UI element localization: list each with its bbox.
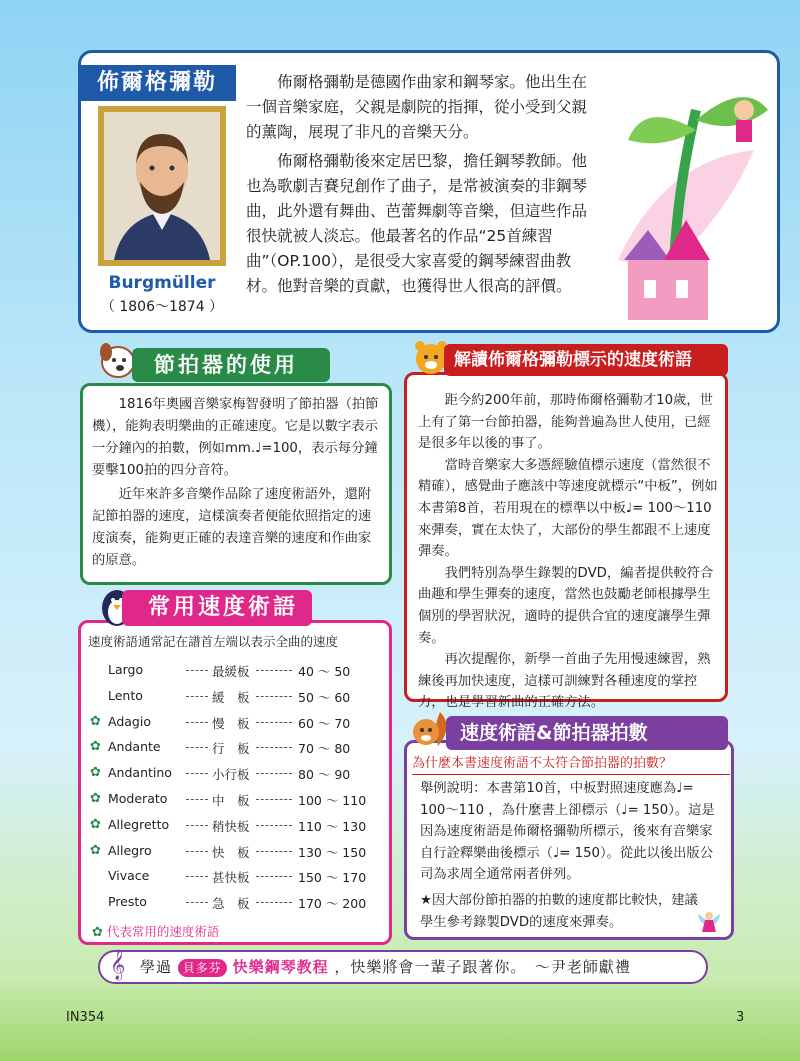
- leader-line: [186, 825, 208, 826]
- flower-icon: ✿: [90, 842, 101, 858]
- common-terms-note-text: 代表常用的速度術語: [106, 924, 220, 939]
- metronome-paragraph: 近年來許多音樂作品除了速度術語外，還附記節拍器的速度，這樣演奏者便能依照指定的速度演奏，能夠更正確的表達音樂的速度和作曲家的原意。: [92, 487, 372, 568]
- reading-text: [418, 390, 718, 714]
- leader-line: [256, 799, 292, 800]
- footer-pre: 學過: [140, 958, 173, 976]
- speed-metronome-title: 速度術語&節拍器拍數: [446, 716, 728, 750]
- portrait-illustration: [104, 112, 220, 260]
- leader-line: [186, 696, 208, 697]
- tempo-term-range: 110 ～ 130: [298, 818, 367, 834]
- footer-badge: 貝多芬: [178, 959, 227, 977]
- tempo-term-chinese: 慢 板: [212, 715, 250, 731]
- tempo-term-row: [92, 817, 388, 841]
- tempo-term-range: 170 ～ 200: [298, 896, 367, 912]
- leader-line: [186, 851, 208, 852]
- flower-icon: ✿: [92, 925, 103, 940]
- composer-portrait: [98, 106, 226, 266]
- tempo-term-row: [92, 791, 388, 815]
- tempo-term-row: [92, 894, 388, 918]
- reading-paragraph: 距今約200年前，那時佈爾格彌勒才10歲，世上有了第一台節拍器，能夠普遍為世人使用，已經是很多年以後的事了。: [418, 393, 713, 452]
- tempo-term-range: 70 ～ 80: [298, 741, 351, 757]
- common-terms-title: 常用速度術語: [122, 590, 312, 626]
- tempo-term: Andante: [108, 739, 161, 755]
- metronome-text: [92, 394, 382, 574]
- reading-title: 解讀佈爾格彌勒標示的速度術語: [444, 344, 728, 376]
- tempo-term-range: 60 ～ 70: [298, 715, 351, 731]
- tempo-term-range: 80 ～ 90: [298, 767, 351, 783]
- speed-metronome-note: ★因大部份節拍器的拍數的速度都比較快，建議學生參考錄製DVD的速度來彈奏。: [420, 893, 698, 930]
- tempo-term: Allegretto: [108, 816, 170, 832]
- speed-metronome-text: 舉例說明：本書第10首，中板對照速度應為♩= 100～110 ，為什麼書上卻標示（♩= 150）。這是因為速度術語是佈爾格彌勒所標示，後來有音樂家自行詮釋樂曲後標示（♩= 150）。從此以後出版公司為求周全通常兩者併列。: [420, 781, 715, 883]
- tempo-term-row: [92, 714, 388, 738]
- tempo-term-range: 100 ～ 110: [298, 793, 367, 808]
- tempo-term: Adagio: [108, 713, 151, 729]
- bio-paragraph: 佈爾格彌勒後來定居巴黎，擔任鋼琴教師。他也為歌劇吉賽兒創作了曲子，是常被演奏的非鋼琴曲，此外還有舞曲、芭蕾舞劇等音樂，但這些作品很快就被人淡忘。他最著名的作品“25首練習曲”（OP.100），是很受大家喜愛的鋼琴練習曲教材。他對音樂的貢獻，也獲得世人很高的評價。: [246, 152, 588, 295]
- tempo-term-row: [92, 739, 388, 763]
- leader-line: [256, 670, 292, 671]
- biography-text: [246, 70, 592, 303]
- fairy-icon: [694, 906, 724, 936]
- beanstalk-castle-illustration: [604, 70, 776, 320]
- tempo-term-row: [92, 688, 388, 712]
- composer-name: Burgmüller: [108, 273, 216, 293]
- leader-line: [186, 876, 208, 877]
- tempo-term-chinese: 小行板: [212, 767, 250, 783]
- page-number: 3: [736, 1010, 745, 1025]
- tempo-term-chinese: 快 板: [212, 844, 250, 860]
- treble-clef-icon: 𝄞: [110, 950, 127, 980]
- tempo-term: Largo: [108, 662, 144, 677]
- leader-line: [256, 773, 292, 774]
- tempo-term-range: 130 ～ 150: [298, 844, 367, 860]
- tempo-term: Presto: [108, 894, 147, 910]
- leader-line: [256, 825, 292, 826]
- leader-line: [256, 851, 292, 852]
- leader-line: [256, 902, 292, 903]
- speed-metronome-question: 為什麼本書速度術語不太符合節拍器的拍數？: [412, 752, 730, 775]
- reading-paragraph: 再次提醒你，新學一首曲子先用慢速練習，熟練後再加快速度，這樣可訓練對各種速度的掌控力，也是學習新曲的正確方法。: [418, 652, 711, 711]
- bio-paragraph: 佈爾格彌勒是德國作曲家和鋼琴家。他出生在一個音樂家庭，父親是劇院的指揮，從小受到父親的薰陶，展現了非凡的音樂天分。: [246, 73, 588, 141]
- tempo-term-range: 150 ～ 170: [298, 870, 367, 886]
- tempo-term: Lento: [108, 687, 143, 703]
- leader-line: [256, 722, 292, 723]
- flower-icon: ✿: [90, 713, 101, 729]
- tempo-term-row: [92, 843, 388, 867]
- footer-post: ，快樂將會一輩子跟著你。 ～尹老師獻禮: [334, 958, 631, 976]
- leader-line: [186, 799, 208, 800]
- tempo-term: Vivace: [108, 868, 150, 884]
- metronome-title: 節拍器的使用: [132, 348, 330, 382]
- leader-line: [186, 722, 208, 723]
- tempo-term-chinese: 急 板: [212, 896, 250, 912]
- tempo-term-chinese: 甚快板: [212, 870, 250, 886]
- tempo-term-range: 40 ～ 50: [298, 664, 351, 679]
- leader-line: [186, 747, 208, 748]
- tempo-term-chinese: 緩 板: [212, 689, 250, 705]
- leader-line: [186, 902, 208, 903]
- common-terms-intro: 速度術語通常記在譜首左端以表示全曲的速度: [88, 634, 339, 649]
- flower-icon: ✿: [90, 791, 101, 806]
- leader-line: [186, 773, 208, 774]
- tempo-term-range: 50 ～ 60: [298, 689, 351, 705]
- tempo-term: Andantino: [108, 765, 172, 781]
- tempo-term-row: [92, 765, 388, 789]
- leader-line: [256, 696, 292, 697]
- flower-icon: ✿: [90, 765, 101, 781]
- flower-icon: ✿: [90, 739, 101, 755]
- composer-dates: （ 1806～1874 ）: [100, 299, 224, 315]
- reading-paragraph: 當時音樂家大多憑經驗值標示速度（當然很不精確），感覺曲子應該中等速度就標示“中板”，例如本書第8首，若用現在的標準以中板♩= 100～110來彈奏，實在太快了，大部份的學生都跟不上速度彈奏。: [418, 457, 718, 560]
- leader-line: [256, 876, 292, 877]
- tempo-term-chinese: 中 板: [212, 793, 250, 808]
- tempo-term: Moderato: [108, 791, 168, 806]
- footer-brand: 快樂鋼琴教程: [232, 958, 329, 976]
- flower-icon: ✿: [90, 816, 101, 832]
- leader-line: [186, 670, 208, 671]
- biography-title: 佈爾格彌勒: [78, 65, 236, 101]
- tempo-term-chinese: 行 板: [212, 741, 250, 757]
- metronome-paragraph: 1816年奧國音樂家梅智發明了節拍器（拍節機），能夠表明樂曲的正確速度。它是以數字表示一分鐘內的拍數，例如mm.♩=100，表示每分鐘要擊100拍的四分音符。: [92, 397, 379, 478]
- footer-banner: [98, 950, 708, 984]
- book-code: IN354: [66, 1010, 105, 1025]
- tempo-term-chinese: 稍快板: [212, 818, 250, 834]
- tempo-term-row: [92, 868, 388, 892]
- reading-paragraph: 我們特別為學生錄製的DVD，編者提供較符合曲趣和學生彈奏的速度，當然也鼓勵老師根據學生個別的學習狀況，適時的提供合宜的速度讓學生彈奏。: [418, 565, 714, 646]
- tempo-term-row: [92, 662, 388, 686]
- leader-line: [256, 747, 292, 748]
- tempo-term: Allegro: [108, 842, 152, 858]
- common-terms-note: [92, 922, 219, 940]
- tempo-term-chinese: 最緩板: [212, 664, 250, 679]
